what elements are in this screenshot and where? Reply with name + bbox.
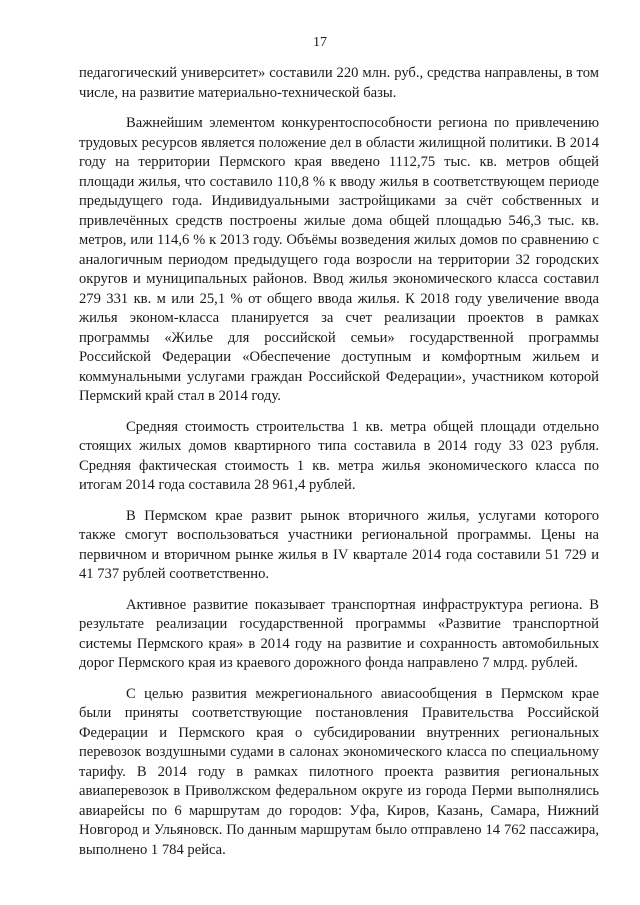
paragraph-secondary-housing: В Пермском крае развит рынок вторичного жилья, услугами которого также смогут воспользоваться участники региональной программы. Цены на первичном и вторичном рынке жилья в IV квартале 2014 года составили 51 729 и 41 737 рублей соответственно. (79, 507, 599, 582)
paragraph-university-funding: педагогический университет» составили 220 млн. руб., средства направлены, в том числе, на развитие материально-технической базы. (79, 65, 599, 101)
paragraph-transport: Активное развитие показывает транспортная инфраструктура региона. В результате реализации государственной программы «Развитие транспортной системы Пермского края» в 2014 году на развитие и сохранность автомобильных дорог Пермского края из краевого дорожного фонда направлено 7 млрд. рублей. (79, 596, 599, 671)
paragraph-construction-cost: Средняя стоимость строительства 1 кв. метра общей площади отдельно стоящих жилых домов квартирного типа составила в 2014 году 33 023 рубля. Средняя фактическая стоимость 1 кв. метра жилья экономического класса по итогам 2014 года составила 28 961,4 рублей. (79, 418, 599, 493)
paragraph-aviation: С целью развития межрегионального авиасообщения в Пермском крае были приняты соответствующие постановления Правительства Российской Федерации и Пермского края о субсидировании внутренних региональных перевозок воздушными судами в салонах экономического класса по специальному тарифу. В 2014 году в рамках пилотного проекта развития региональных авиаперевозок в Приволжском федеральном округе из города Перми выполнялись авиарейсы по 6 маршрутам до городов: Уфа, Киров, Казань, Самара, Нижний Новгород и Ульяновск. По данным маршрутам было отправлено 14 762 пассажира, выполнено 1 784 рейса. (79, 685, 599, 858)
document-body (79, 64, 599, 871)
paragraph-housing-policy: Важнейшим элементом конкурентоспособности региона по привлечению трудовых ресурсов является положение дел в области жилищной политики. В 2014 году на территории Пермского края введено 1112,75 тыс. кв. метров общей площади жилья, что составило 110,8 % к вводу жилья в соответствующем периоде предыдущего года. Индивидуальными застройщиками за счёт собственных и привлечённых средств построены жилые дома общей площадью 546,3 тыс. кв. метров, или 114,6 % к 2013 году. Объёмы возведения жилых домов по сравнению с аналогичным периодом предыдущего года возросли на территории 32 городских округов и муниципальных районов. Ввод жилья экономического класса составил 279 331 кв. м или 25,1 % от общего ввода жилья. К 2018 году увеличение ввода жилья эконом-класса планируется за счет реализации проектов в рамках программы «Жилье для российской семьи» государственной программы Российской Федерации «Обеспечение доступным и комфортным жильем и коммунальными услугами граждан Российской Федерации», участником которой Пермский край стал в 2014 году. (79, 115, 599, 404)
page-number: 17 (313, 35, 327, 50)
